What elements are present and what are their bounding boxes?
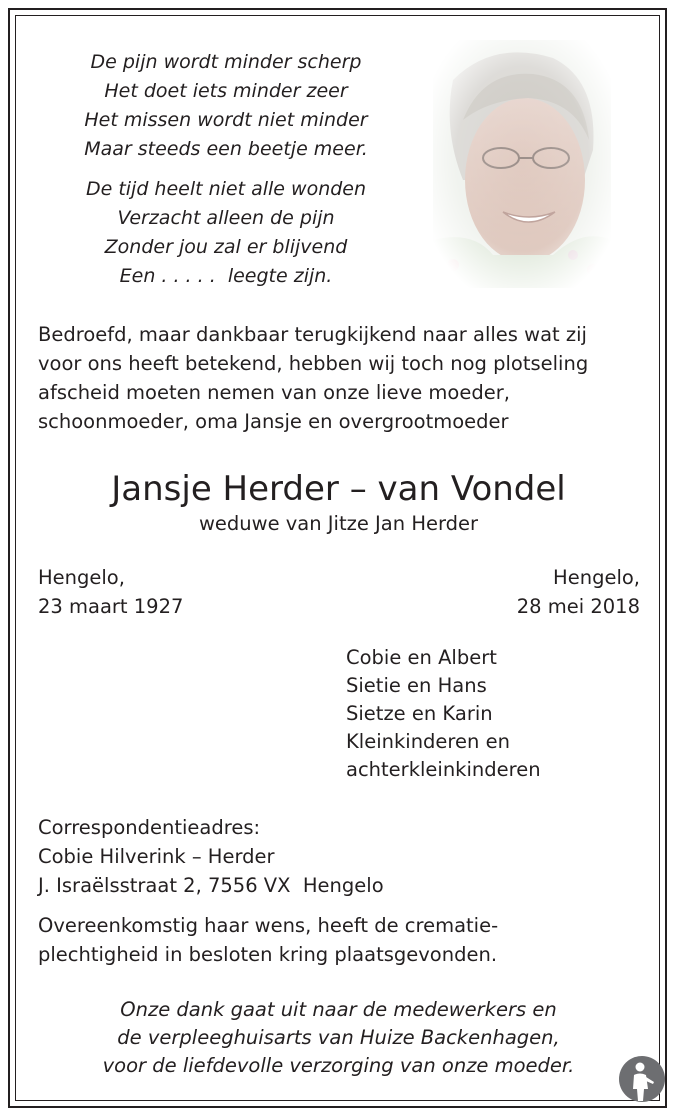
thanks-line: de verpleeghuisarts van Huize Backenhagen, xyxy=(117,1026,560,1049)
correspondence-line: Cobie Hilverink – Herder xyxy=(38,845,275,868)
correspondence-address xyxy=(38,813,384,900)
family-member: Sietze en Karin xyxy=(346,702,493,725)
family-member: Kleinkinderen en xyxy=(346,730,510,753)
poem-line: Het doet iets minder zeer xyxy=(104,80,348,102)
intro-line: Bedroefd, maar dankbaar terugkijkend naar alles wat zij xyxy=(38,323,587,346)
notice-line: plechtigheid in besloten kring plaatsgevonden. xyxy=(38,943,498,966)
intro-line: voor ons heeft betekend, hebben wij toch nog plotseling xyxy=(38,352,589,375)
poem-line: Verzacht alleen de pijn xyxy=(117,207,335,229)
poem-line: Zonder jou zal er blijvend xyxy=(104,236,348,258)
cremation-notice xyxy=(38,911,498,969)
birth-place: Hengelo, xyxy=(38,566,125,589)
poem-line: Een . . . . . leegte zijn. xyxy=(119,265,333,287)
intro-line: schoonmoeder, oma Jansje en overgrootmoeder xyxy=(38,410,509,433)
poem-stanza-2 xyxy=(40,175,412,291)
family-member: Cobie en Albert xyxy=(346,646,497,669)
birth-date: 23 maart 1927 xyxy=(38,595,184,618)
intro-line: afscheid moeten nemen van onze lieve moeder, xyxy=(38,381,510,404)
death-place: Hengelo, xyxy=(553,566,640,589)
deceased-subtitle: weduwe van Jitze Jan Herder xyxy=(198,512,479,535)
notice-line: Overeenkomstig haar wens, heeft de crematie- xyxy=(38,914,499,937)
memorial-logo-icon xyxy=(618,1055,666,1103)
birth-info xyxy=(38,563,183,621)
poem-line: De tijd heelt niet alle wonden xyxy=(85,178,367,200)
intro-text xyxy=(38,320,588,436)
correspondence-line: Correspondentieadres: xyxy=(38,816,261,839)
thanks-text xyxy=(0,996,677,1080)
death-date: 28 mei 2018 xyxy=(516,595,640,618)
poem-line: Maar steeds een beetje meer. xyxy=(84,138,368,160)
deceased-name: Jansje Herder – van Vondel xyxy=(111,469,566,509)
thanks-line: Onze dank gaat uit naar de medewerkers en xyxy=(120,998,557,1021)
family-list xyxy=(346,644,541,784)
death-info xyxy=(517,563,640,621)
correspondence-line: J. Israëlsstraat 2, 7556 VX Hengelo xyxy=(38,874,384,897)
thanks-line: voor de liefdevolle verzorging van onze moeder. xyxy=(102,1054,575,1077)
family-member: achterkleinkinderen xyxy=(346,758,541,781)
poem-line: De pijn wordt minder scherp xyxy=(90,51,362,73)
portrait-photo xyxy=(433,40,611,288)
family-member: Sietie en Hans xyxy=(346,674,487,697)
poem-stanza-1 xyxy=(40,48,412,164)
poem-line: Het missen wordt niet minder xyxy=(84,109,368,131)
